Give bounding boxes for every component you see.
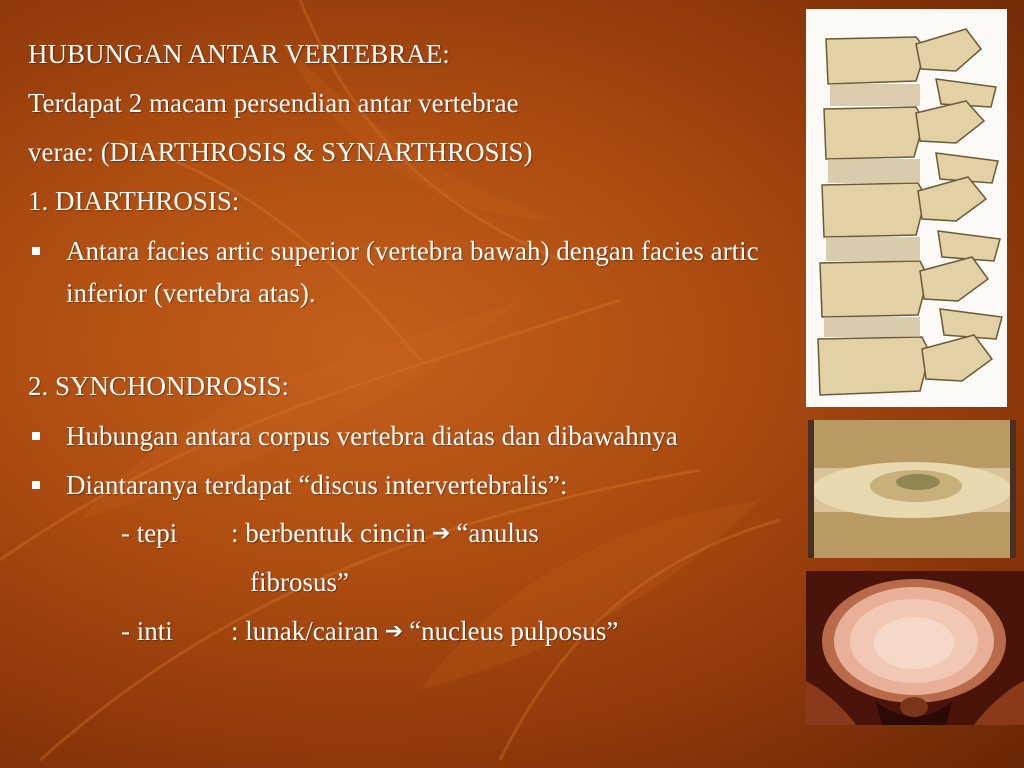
- inti-value: : lunak/cairan: [231, 616, 379, 646]
- square-bullet-icon: [28, 411, 66, 460]
- tepi-value: : berbentuk cincin: [231, 518, 426, 548]
- tepi-key: - tepi: [121, 518, 178, 548]
- tepi-term-1: “anulus: [456, 518, 539, 548]
- arrow-right-icon: ➔: [431, 521, 451, 546]
- square-bullet-icon: [28, 460, 66, 509]
- synchondrosis-bullet-2: [28, 460, 798, 509]
- square-bullet-icon: [28, 226, 66, 275]
- lumbar-spine-illustration: [806, 9, 1007, 407]
- synchondrosis-bullet-2-text: Diantaranya terdapat “discus intervertebralis”:: [66, 470, 568, 500]
- arrow-right-icon: ➔: [384, 619, 404, 644]
- tepi-row: [28, 509, 798, 558]
- intro-line-2: verae: (DIARTHROSIS & SYNARTHROSIS): [28, 137, 533, 167]
- slide-title: HUBUNGAN ANTAR VERTEBRAE:: [28, 39, 450, 69]
- diarthrosis-bullet-text: Antara facies artic superior (vertebra bawah) dengan facies artic inferior (vertebra atas).: [66, 236, 759, 308]
- section-diarthrosis-heading: 1. DIARTHROSIS:: [28, 186, 240, 216]
- inti-key: - inti: [121, 616, 173, 646]
- synchondrosis-bullet-1: [28, 411, 798, 460]
- intro-line-1: Terdapat 2 macam persendian antar vertebrae: [28, 88, 519, 118]
- synchondrosis-bullet-1-text: Hubungan antara corpus vertebra diatas dan dibawahnya: [66, 421, 678, 451]
- tepi-term-2: fibrosus”: [250, 567, 349, 597]
- diarthrosis-bullet: [28, 226, 798, 314]
- inti-term: “nucleus pulposus”: [409, 616, 619, 646]
- intervertebral-disc-section-photo: [808, 420, 1016, 558]
- disc-cross-section-photo: [806, 571, 1024, 725]
- slide-content: [28, 30, 798, 656]
- section-synchondrosis-heading: 2. SYNCHONDROSIS:: [28, 371, 290, 401]
- inti-row: [28, 607, 798, 656]
